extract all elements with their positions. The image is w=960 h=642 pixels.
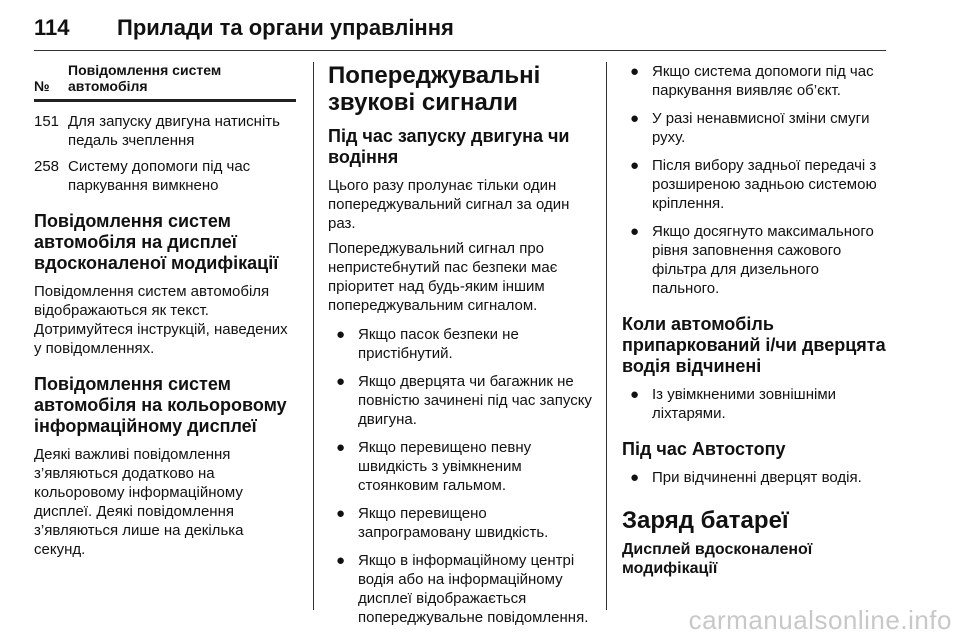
table-row bbox=[34, 109, 296, 150]
bullet-icon: ● bbox=[630, 386, 640, 403]
table-cell-message: Систему допомоги під час паркування вимкнено bbox=[68, 158, 251, 194]
column-left bbox=[34, 62, 296, 565]
paragraph-color-display: Деякі важливі повідомлення з’являються додатково на кольоровому інформаційному дисплеї. Деякі повідомлення з’являються лише на декілька секунд. bbox=[34, 446, 244, 558]
list-item: ● Якщо в інформаційному центрі водія або на інформаційному дисплеї відображається попереджувальне повідомлення. bbox=[336, 552, 589, 626]
paragraph-belt-priority: Попереджувальний сигнал про непристебнутий пас безпеки має пріоритет над будь-яким іншим попереджувальним сигналом. bbox=[328, 240, 558, 314]
column-middle bbox=[328, 62, 596, 636]
page-header bbox=[34, 10, 886, 44]
table-header-message: Повідомлення систем автомобіля bbox=[68, 62, 222, 94]
list-chime-conditions-continued bbox=[622, 62, 890, 298]
bullet-icon: ● bbox=[630, 63, 640, 80]
bullet-icon: ● bbox=[630, 110, 640, 127]
page-number: 114 bbox=[34, 15, 70, 40]
bullet-icon: ● bbox=[336, 439, 346, 456]
list-autostop-conditions bbox=[622, 468, 890, 487]
column-divider bbox=[606, 62, 607, 610]
list-item: ● Якщо система допомоги під час паркування виявляє об’єкт. bbox=[630, 63, 874, 99]
paragraph-advanced-display: Повідомлення систем автомобіля відображаються як текст. Дотримуйтеся інструкцій, наведених у повідомленнях. bbox=[34, 283, 288, 357]
list-item: ● Якщо дверцята чи багажник не повністю зачинені під час запуску двигуна. bbox=[336, 373, 592, 428]
heading-advanced-display: Повідомлення систем автомобіля на дисплеї вдосконаленої модифікації bbox=[34, 211, 279, 273]
heading-warning-chimes: Попереджувальні звукові сигнали bbox=[328, 62, 541, 116]
bullet-icon: ● bbox=[630, 157, 640, 174]
list-item: ● Якщо перевищено запрограмовану швидкість. bbox=[336, 505, 549, 541]
table-header-number: № bbox=[34, 78, 50, 94]
page-title: Прилади та органи управління bbox=[117, 15, 454, 40]
list-item: ● Якщо перевищено певну швидкість з увімкненим стоянковим гальмом. bbox=[336, 439, 532, 494]
list-item: ● Якщо досягнуто максимального рівня заповнення сажового фільтра для дизельного пального. bbox=[630, 223, 874, 297]
subheading-advanced-display: Дисплей вдосконаленої модифікації bbox=[622, 541, 813, 577]
bullet-icon: ● bbox=[336, 326, 346, 343]
list-parked-conditions bbox=[622, 385, 890, 423]
paragraph-one-chime: Цього разу пролунає тільки один попереджувальний сигнал за один раз. bbox=[328, 177, 570, 232]
bullet-icon: ● bbox=[630, 469, 640, 486]
list-item: ● У разі ненавмисної зміни смуги руху. bbox=[630, 110, 870, 146]
table-cell-number: 151 bbox=[34, 113, 60, 130]
table-cell-number: 258 bbox=[34, 158, 60, 175]
bullet-icon: ● bbox=[336, 505, 346, 522]
column-divider bbox=[313, 62, 314, 610]
heading-color-display: Повідомлення систем автомобіля на кольоровому інформаційному дисплеї bbox=[34, 374, 287, 436]
bullet-icon: ● bbox=[336, 552, 346, 569]
bullet-icon: ● bbox=[630, 223, 640, 240]
heading-autostop: Під час Автостопу bbox=[622, 439, 786, 459]
list-item: ● Якщо пасок безпеки не пристібнутий. bbox=[336, 326, 519, 362]
message-table-header bbox=[34, 62, 296, 102]
list-item: ● При відчиненні дверцят водія. bbox=[630, 469, 862, 486]
table-row bbox=[34, 157, 296, 195]
list-item: ● Після вибору задньої передачі з розширеною задньою системою кріплення. bbox=[630, 157, 877, 212]
header-divider bbox=[34, 50, 886, 51]
heading-vehicle-parked: Коли автомобіль припаркований і/чи дверцята водія відчинені bbox=[622, 314, 886, 376]
list-item: ● Із увімкненими зовнішніми ліхтарями. bbox=[630, 386, 837, 422]
table-cell-message: Для запуску двигуна натисніть педаль зчеплення bbox=[68, 113, 280, 149]
heading-battery-charge: Заряд батареї bbox=[622, 507, 789, 534]
bullet-icon: ● bbox=[336, 373, 346, 390]
column-right bbox=[622, 62, 890, 578]
watermark-text: carmanualsonline.info bbox=[688, 605, 952, 635]
heading-engine-start: Під час запуску двигуна чи водіння bbox=[328, 126, 570, 167]
list-chime-conditions bbox=[328, 325, 596, 627]
